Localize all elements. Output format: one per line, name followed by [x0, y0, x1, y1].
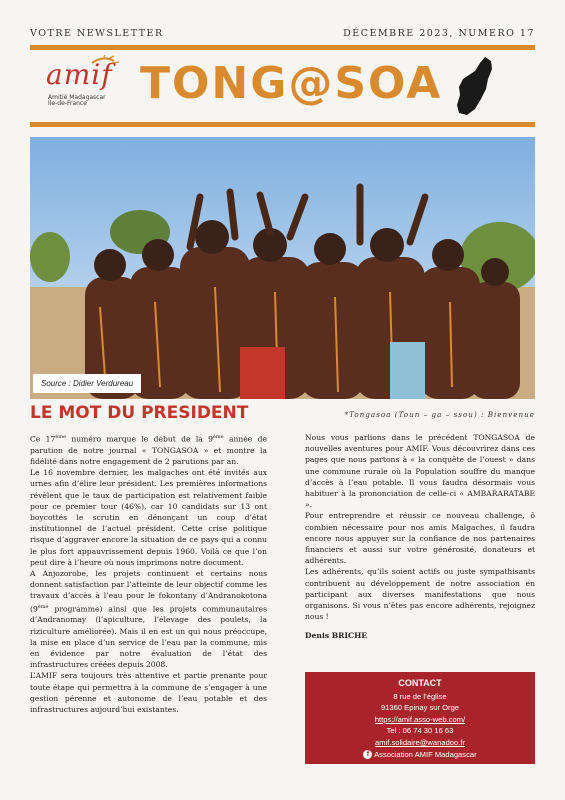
facebook-icon: f: [363, 750, 372, 759]
contact-box: [305, 672, 535, 764]
photo-caption: Source : Didier Verdureau: [33, 374, 141, 393]
logo-line2: Ile-de-France: [48, 100, 87, 107]
logo-line1: Amitié Madagascar: [48, 94, 106, 101]
logo-word: amif: [46, 58, 113, 91]
paragraph-intro: Ce 17ème numéro marque le début de la 9ème année de parution de notre journal « TONGASOA » et montre la fidélité dans notre engagement de 2 parutions par an.: [30, 434, 267, 466]
right-column: [305, 432, 535, 642]
paragraph-commitment: L’AMIF sera toujours très attentive et partie prenante pour toute étape qui permettra à la commune de s’engager à une gestion pérenne et autonome de l’eau potable et des infrastructures aujourd’hui existantes.: [30, 671, 267, 714]
bottom-rule: [30, 122, 535, 127]
contact-address1: 8 rue de l’église: [393, 691, 447, 701]
contact-phone: Tel : 06 74 30 16 63: [386, 726, 454, 736]
paragraph-projects: A Anjozorobe, les projets continuent et certains nous donnent satisfaction par l’atteinte de leur objectif comme les travaux d’accès à l’eau pour le fokontany d’Andranokotona (9ème programme) ainsi que les projets communautaires d’Andranomay (l’apiculture, l’élevage des poulets, la riziculture améliorée). Mais il en est un qui nous préoccupe, la mise en place d’un service de l’eau par la commune, mis en évidence par notre évaluation de l’état des infrastructures créées depuis 2008.: [30, 568, 267, 670]
contact-address2: 91360 Epinay sur Orge: [380, 703, 460, 713]
tongasoa-note: *Tongasoa (Toun – ga – ssou) : Bienvenue: [344, 410, 535, 419]
paragraph-new-adventure: Nous vous parlions dans le précédent TONGASOA de nouvelles aventures pour AMIF. Vous découvrirez dans ces pages que nous partons à « la conquête de l’ouest » dans une commune rurale où la Population souffre du manque d’accès à l’eau potable. Il vous faudra désormais vous habituer à la prononciation de celle-ci « AMBARARATABE ».: [305, 433, 535, 510]
logo-sun-icon: [48, 55, 128, 95]
newsletter-title: TONG@SOA: [140, 58, 443, 109]
issue-date: DÉCEMBRE 2023, NUMERO 17: [343, 28, 535, 39]
paragraph-challenge: Pour entreprendre et réussir ce nouveau challenge, ô combien nécessaire pour nos amis Malgaches, il faudra encore nous appuyer sur la confiance de nos partenaires financiers et aussi sur votre générosité, donateurs et adhérents.: [305, 511, 535, 566]
top-rule: [30, 45, 535, 50]
facebook-label: Association AMIF Madagascar: [374, 749, 477, 759]
left-column: [30, 432, 267, 715]
paragraph-members: Les adhérents, qu’ils soient actifs ou juste sympathisants contribuent au développement de notre association en participant aux diverses manifestations que nous organisons. Si vous n’êtes pas encore adhérents, rejoignez nous !: [305, 567, 535, 622]
paragraph-elections: Le 16 novembre dernier, les malgaches ont été invités aux urnes afin d’élire leur président. Les premières informations révèlent que le taux de participation est relativement faible pour ce premier tour (46%), car 10 candidats sur 13 ont boycottés le scrutin en dénonçant un coup d’état institutionnel de l’actuel président. Cette crise politique risque d’aggraver encore la situation de ce pays qui a connu le plus fort appauvrissement depuis 1960. Voilà ce que l’on peut dire à l’heure où nous imprimons notre document.: [30, 468, 267, 567]
newsletter-label: VOTRE NEWSLETTER: [30, 28, 164, 39]
contact-title: CONTACT: [398, 678, 442, 688]
section-heading: LE MOT DU PRESIDENT: [30, 403, 249, 423]
children-photo: [30, 137, 535, 399]
madagascar-map-icon: [455, 55, 495, 117]
website-link[interactable]: https://amif.asso-web.com/: [374, 714, 466, 724]
email-link[interactable]: amif.solidaire@wanadoo.fr: [374, 737, 466, 747]
signature: Denis BRICHE: [305, 631, 368, 641]
facebook-link[interactable]: [305, 749, 535, 761]
